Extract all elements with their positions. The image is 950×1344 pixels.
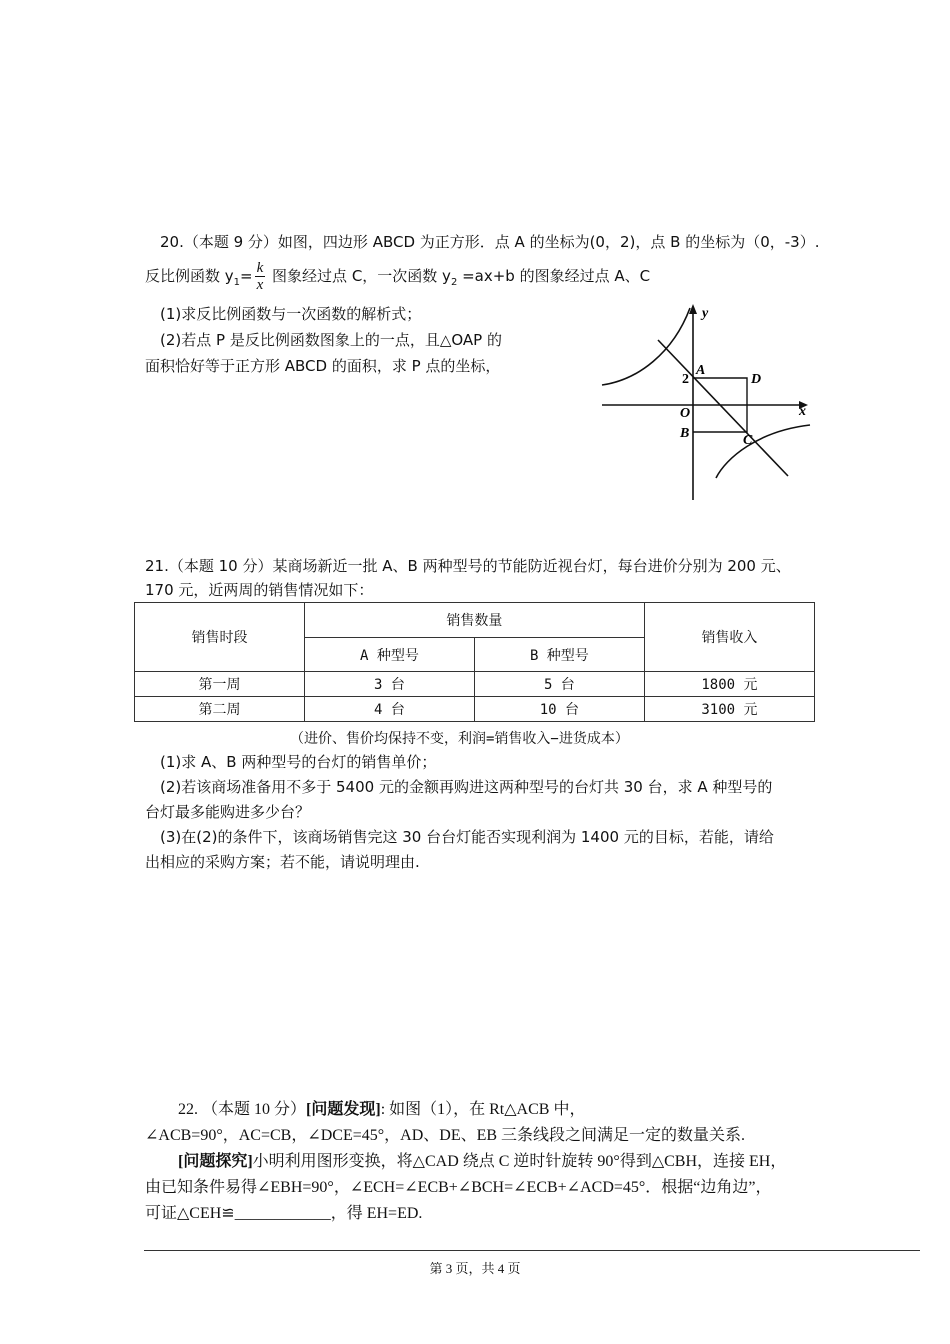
cell-period: 第一周 — [135, 672, 305, 697]
q21-part-1: (1)求 A、B 两种型号的台灯的销售单价； — [160, 753, 437, 771]
q21-line-1: 21.（本题 10 分）某商场新近一批 A、B 两种型号的节能防近视台灯，每台进价分别为 200 元、 — [145, 557, 791, 575]
cell-revenue: 3100 元 — [644, 697, 814, 722]
q21-part-3b: 出相应的采购方案；若不能，请说明理由. — [145, 853, 420, 871]
label-y: y — [702, 306, 709, 321]
q22-line-5: 可证△CEH≌____________，得 EH=ED. — [145, 1205, 423, 1222]
cell-type-b: 5 台 — [474, 672, 644, 697]
cell-type-a: 3 台 — [304, 672, 474, 697]
q20-line-2: 反比例函数 $y_1=$ $\frac{k}{x}$ 图象经过点 C，一次函数 $y_2 =ax+b$ 的图象经过点 A、C — [145, 260, 651, 293]
header-period: 销售时段 — [135, 603, 305, 672]
label-2: 2 — [682, 372, 689, 387]
q20-part-2b: 面积恰好等于正方形 ABCD 的面积，求 P 点的坐标， — [145, 357, 501, 375]
q21-part-2b: 台灯最多能购进多少台？ — [145, 803, 311, 821]
q22-line-1: 22. （本题 10 分）[问题发现]: 如图（1），在 Rt△ACB 中， — [178, 1101, 586, 1118]
cell-revenue: 1800 元 — [644, 672, 814, 697]
table-row — [135, 672, 815, 697]
label-a: A — [696, 363, 706, 378]
cell-period: 第二周 — [135, 697, 305, 722]
q20-line-1: 20.（本题 9 分）如图，四边形 ABCD 为正方形．点 A 的坐标为(0，2)，点 B 的坐标为（0，-3）. — [160, 233, 820, 251]
header-revenue: 销售收入 — [644, 603, 814, 672]
label-d: D — [751, 372, 762, 387]
fraction-k-over-x: $\frac{k}{x}$ — [256, 260, 264, 293]
q21-part-2a: (2)若该商场准备用不多于 5400 元的金额再购进这两种型号的台灯共 30 台，求 A 种型号的 — [160, 778, 773, 796]
q20-coordinate-graph — [598, 298, 813, 503]
cell-type-b: 10 台 — [474, 697, 644, 722]
q20-part-1: (1)求反比例函数与一次函数的解析式； — [160, 305, 422, 323]
header-type-b: B 种型号 — [474, 638, 644, 672]
table-note: （进价、售价均保持不变，利润=销售收入−进货成本） — [290, 731, 629, 747]
q22-line-4: 由已知条件易得∠EBH=90°，∠ECH=∠ECB+∠BCH=∠ECB+∠ACD=45°．根据“边角边”， — [145, 1179, 772, 1196]
table-row — [135, 697, 815, 722]
q20-part-2a: (2)若点 P 是反比例函数图象上的一点，且△OAP 的 — [160, 331, 502, 349]
hyperbola-branch-lower-right — [716, 425, 810, 478]
q22-line-3: [问题探究]小明利用图形变换，将△CAD 绕点 C 逆时针旋转 90°得到△CBH，连接 EH， — [178, 1153, 787, 1170]
footer-divider — [144, 1250, 920, 1251]
linear-function-line — [658, 340, 788, 476]
cell-type-a: 4 台 — [304, 697, 474, 722]
label-o: O — [680, 406, 691, 421]
q21-line-2: 170 元，近两周的销售情况如下： — [145, 581, 374, 599]
label-c: C — [743, 433, 753, 448]
sales-table — [134, 602, 815, 722]
label-b: B — [680, 426, 690, 441]
hyperbola-branch-upper-left — [602, 308, 690, 385]
q22-line-2: ∠ACB=90°，AC=CB，∠DCE=45°，AD、DE、EB 三条线段之间满足一定的数量关系. — [145, 1127, 746, 1144]
q21-part-3a: (3)在(2)的条件下，该商场销售完这 30 台台灯能否实现利润为 1400 元的目标，若能，请给 — [160, 828, 774, 846]
header-quantity: 销售数量 — [304, 603, 644, 638]
page-number: 第 3 页，共 4 页 — [429, 1261, 521, 1276]
header-type-a: A 种型号 — [304, 638, 474, 672]
label-x: x — [799, 404, 806, 419]
